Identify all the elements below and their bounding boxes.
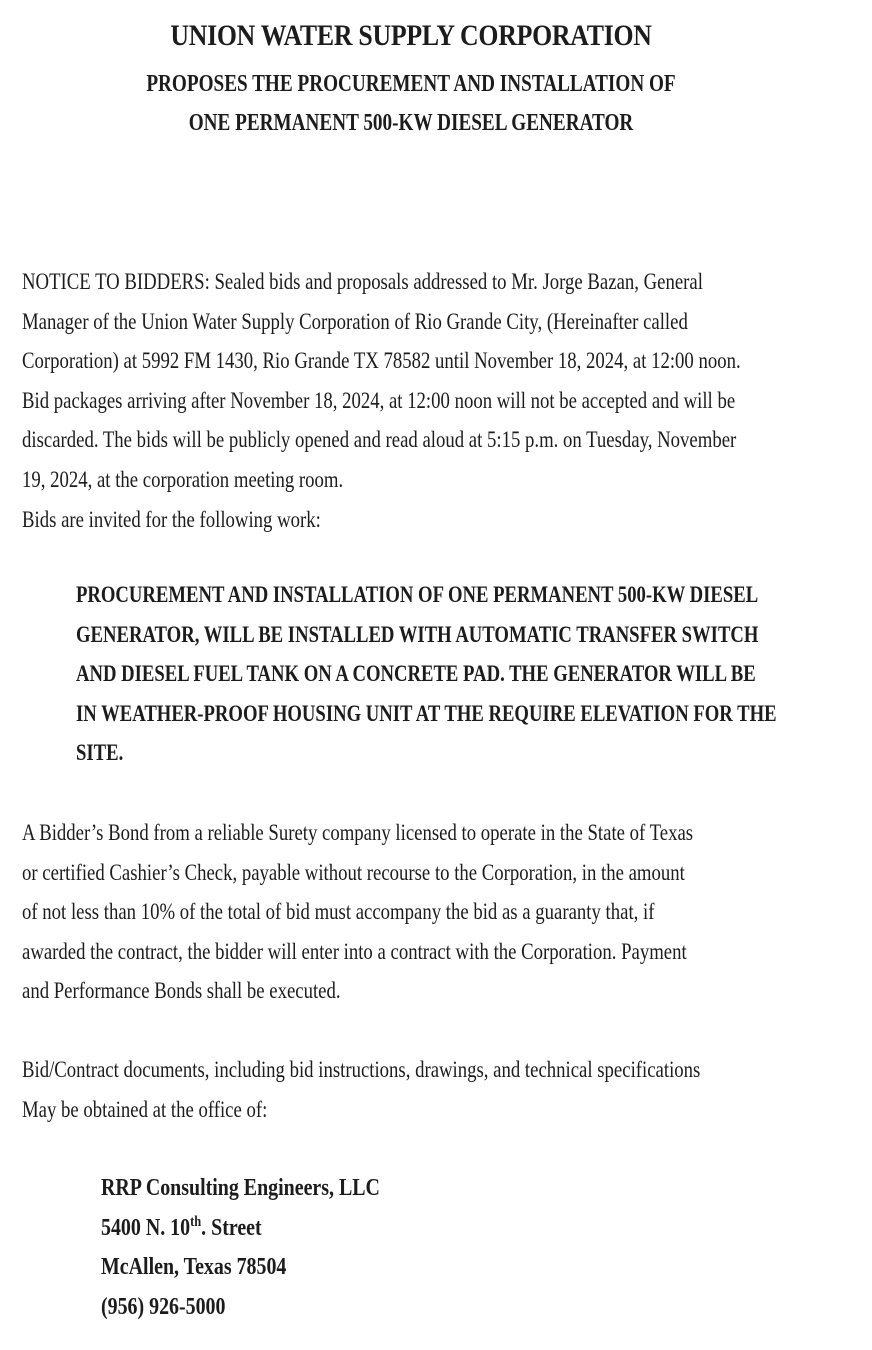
work-description-block xyxy=(76,576,792,774)
document-subtitle-line-1: PROPOSES THE PROCUREMENT AND INSTALLATION OF xyxy=(146,71,676,97)
street-number: 5400 N. 10 xyxy=(101,1214,191,1241)
city-state-zip: McAllen, Texas 78504 xyxy=(101,1254,287,1280)
work-line: PROCUREMENT AND INSTALLATION OF ONE PERMANENT 500-KW DIESEL xyxy=(76,582,759,608)
bond-line: and Performance Bonds shall be executed. xyxy=(22,978,341,1004)
work-line: AND DIESEL FUEL TANK ON A CONCRETE PAD. THE GENERATOR WILL BE xyxy=(76,661,756,687)
documents-line: May be obtained at the office of: xyxy=(22,1096,268,1122)
notice-line: 19, 2024, at the corporation meeting room. xyxy=(22,466,344,492)
notice-line: Corporation) at 5992 FM 1430, Rio Grande TX 78582 until November 18, 2024, at 12:00 noon. xyxy=(22,348,741,374)
document-title: UNION WATER SUPPLY CORPORATION xyxy=(170,19,652,52)
bond-line: of not less than 10% of the total of bid must accompany the bid as a guaranty that, if xyxy=(22,899,655,925)
documents-line: Bid/Contract documents, including bid instructions, drawings, and technical specifications xyxy=(22,1057,701,1082)
street-address xyxy=(101,1209,380,1249)
notice-to-bidders-paragraph xyxy=(22,262,861,500)
notice-line: NOTICE TO BIDDERS: Sealed bids and proposals addressed to Mr. Jorge Bazan, General xyxy=(22,269,703,294)
bond-line: awarded the contract, the bidder will enter into a contract with the Corporation. Payment xyxy=(22,938,687,964)
contract-documents-paragraph xyxy=(22,1050,861,1129)
bidders-bond-paragraph xyxy=(22,813,861,1011)
street-name: . Street xyxy=(201,1214,262,1241)
notice-line: Bid packages arriving after November 18, 2024, at 12:00 noon will not be accepted and will be xyxy=(22,387,736,413)
document-subtitle-line-2: ONE PERMANENT 500-KW DIESEL GENERATOR xyxy=(188,110,634,136)
bids-invited-line: Bids are invited for the following work: xyxy=(22,507,321,532)
bond-line: or certified Cashier’s Check, payable without recourse to the Corporation, in the amount xyxy=(22,859,685,885)
bond-line: A Bidder’s Bond from a reliable Surety company licensed to operate in the State of Texas xyxy=(22,820,694,845)
engineer-address-block xyxy=(101,1169,380,1327)
work-line: SITE. xyxy=(76,740,124,766)
notice-line: discarded. The bids will be publicly opened and read aloud at 5:15 p.m. on Tuesday, November xyxy=(22,427,737,453)
street-ordinal-suffix: th xyxy=(190,1213,202,1230)
work-line: GENERATOR, WILL BE INSTALLED WITH AUTOMATIC TRANSFER SWITCH xyxy=(76,621,759,648)
notice-line: Manager of the Union Water Supply Corporation of Rio Grande City, (Hereinafter called xyxy=(22,308,688,334)
company-name: RRP Consulting Engineers, LLC xyxy=(101,1175,380,1201)
work-line: IN WEATHER-PROOF HOUSING UNIT AT THE REQUIRE ELEVATION FOR THE xyxy=(76,700,777,727)
phone-number: (956) 926-5000 xyxy=(101,1293,226,1320)
